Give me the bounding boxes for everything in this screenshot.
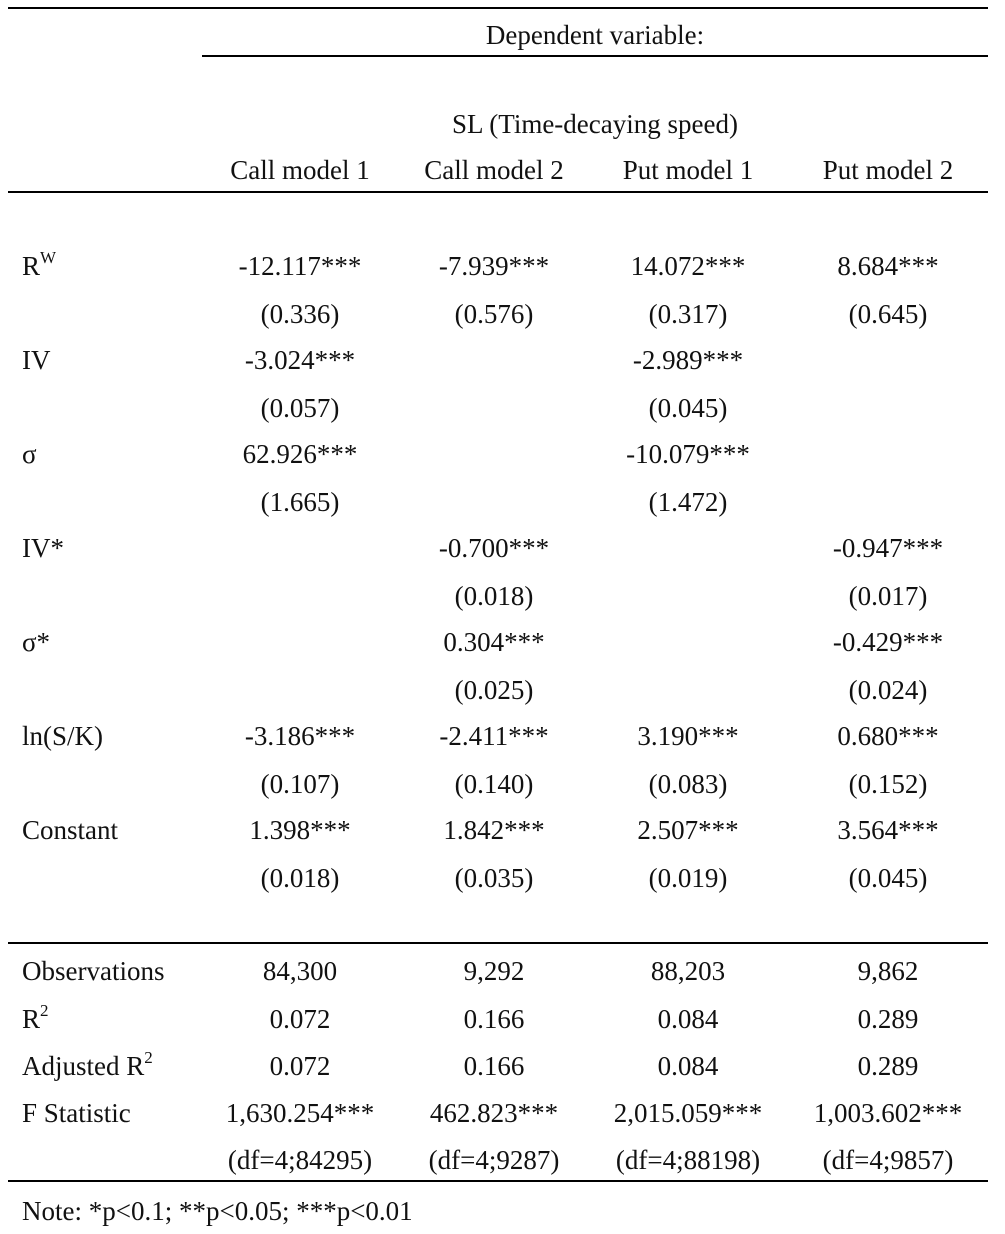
variable-label xyxy=(22,723,103,750)
std-error-cell: (0.045) xyxy=(648,393,728,423)
column-header: Put model 2 xyxy=(822,155,954,185)
coefficient-cell: -3.186*** xyxy=(244,721,356,751)
label-text: IV xyxy=(22,345,51,375)
coefficient-cell: 1.842*** xyxy=(443,815,545,845)
variable-label xyxy=(22,347,51,374)
std-error-cell: (0.140) xyxy=(454,769,534,799)
statistic-label xyxy=(22,1001,49,1034)
label-text: Adjusted R xyxy=(22,1051,145,1081)
std-error-cell: (0.107) xyxy=(260,769,340,799)
label-text: Constant xyxy=(22,815,119,845)
label-superscript: W xyxy=(40,248,57,267)
label-text: IV* xyxy=(22,533,64,563)
variable-label xyxy=(22,441,37,468)
statistic-cell: 88,203 xyxy=(650,956,726,986)
std-error-cell: (1.665) xyxy=(260,487,340,517)
coefficient-cell: 0.304*** xyxy=(443,627,545,657)
coefficient-cell: 1.398*** xyxy=(249,815,351,845)
column-header: Call model 2 xyxy=(424,155,564,185)
std-error-cell: (0.336) xyxy=(260,299,340,329)
dependent-variable-rule xyxy=(202,55,988,57)
column-header: Call model 1 xyxy=(230,155,370,185)
coefficient-cell: -10.079*** xyxy=(626,439,750,469)
coefficient-cell: -2.989*** xyxy=(632,345,744,375)
significance-note: Note: *p<0.1; **p<0.05; ***p<0.01 xyxy=(22,1196,413,1226)
std-error-cell: (0.024) xyxy=(848,675,928,705)
statistic-cell: 0.072 xyxy=(269,1004,331,1034)
std-error-cell: (0.576) xyxy=(454,299,534,329)
degrees-of-freedom-cell: (df=4;9287) xyxy=(428,1145,560,1175)
dependent-variable-name: SL (Time-decaying speed) xyxy=(452,109,738,139)
degrees-of-freedom-cell: (df=4;84295) xyxy=(227,1145,373,1175)
label-superscript: 2 xyxy=(40,1001,49,1020)
stats-rule xyxy=(8,942,988,944)
coefficient-cell: -0.700*** xyxy=(438,533,550,563)
label-text: R xyxy=(22,251,41,281)
std-error-cell: (0.019) xyxy=(648,863,728,893)
std-error-cell: (0.025) xyxy=(454,675,534,705)
label-text: σ xyxy=(22,439,37,469)
statistic-cell: 0.072 xyxy=(269,1051,331,1081)
statistic-label xyxy=(22,1048,153,1081)
coefficient-cell: 8.684*** xyxy=(837,251,939,281)
coefficient-cell: -12.117*** xyxy=(238,251,362,281)
header-rule xyxy=(8,191,988,193)
std-error-cell: (0.018) xyxy=(260,863,340,893)
label-text: ln(S/K) xyxy=(22,721,103,751)
degrees-of-freedom-cell: (df=4;9857) xyxy=(822,1145,954,1175)
statistic-cell: 462.823*** xyxy=(429,1098,559,1128)
coefficient-cell: 62.926*** xyxy=(242,439,358,469)
statistic-label xyxy=(22,958,164,985)
std-error-cell: (0.317) xyxy=(648,299,728,329)
variable-label xyxy=(22,817,118,844)
variable-label xyxy=(22,629,50,656)
std-error-cell: (0.152) xyxy=(848,769,928,799)
coefficient-cell: -3.024*** xyxy=(244,345,356,375)
std-error-cell: (0.035) xyxy=(454,863,534,893)
statistic-cell: 9,292 xyxy=(463,956,525,986)
statistic-cell: 0.289 xyxy=(857,1051,919,1081)
coefficient-cell: 3.190*** xyxy=(637,721,739,751)
coefficient-cell: -0.429*** xyxy=(832,627,944,657)
variable-label xyxy=(22,248,57,281)
coefficient-cell: -0.947*** xyxy=(832,533,944,563)
std-error-cell: (0.645) xyxy=(848,299,928,329)
statistic-cell: 9,862 xyxy=(857,956,919,986)
statistic-cell: 1,003.602*** xyxy=(813,1098,963,1128)
std-error-cell: (0.057) xyxy=(260,393,340,423)
label-superscript: 2 xyxy=(144,1048,153,1067)
coefficient-cell: 3.564*** xyxy=(837,815,939,845)
coefficient-cell: -2.411*** xyxy=(439,721,549,751)
statistic-cell: 0.289 xyxy=(857,1004,919,1034)
column-header: Put model 1 xyxy=(622,155,754,185)
statistic-cell: 0.084 xyxy=(657,1004,719,1034)
bottom-rule xyxy=(8,1180,988,1182)
coefficient-cell: -7.939*** xyxy=(438,251,550,281)
degrees-of-freedom-cell: (df=4;88198) xyxy=(615,1145,761,1175)
label-text: F Statistic xyxy=(22,1098,131,1128)
statistic-cell: 84,300 xyxy=(262,956,338,986)
label-text: Observations xyxy=(22,956,165,986)
std-error-cell: (0.083) xyxy=(648,769,728,799)
statistic-label xyxy=(22,1100,131,1127)
std-error-cell: (0.045) xyxy=(848,863,928,893)
statistic-cell: 0.166 xyxy=(463,1051,525,1081)
variable-label xyxy=(22,535,64,562)
statistic-cell: 0.166 xyxy=(463,1004,525,1034)
label-text: σ* xyxy=(22,627,51,657)
statistic-cell: 0.084 xyxy=(657,1051,719,1081)
dependent-variable-label: Dependent variable: xyxy=(485,20,705,50)
std-error-cell: (1.472) xyxy=(648,487,728,517)
statistic-cell: 1,630.254*** xyxy=(225,1098,375,1128)
coefficient-cell: 14.072*** xyxy=(630,251,746,281)
label-text: R xyxy=(22,1004,41,1034)
std-error-cell: (0.018) xyxy=(454,581,534,611)
statistic-cell: 2,015.059*** xyxy=(613,1098,763,1128)
std-error-cell: (0.017) xyxy=(848,581,928,611)
coefficient-cell: 0.680*** xyxy=(837,721,939,751)
top-rule xyxy=(8,7,988,9)
coefficient-cell: 2.507*** xyxy=(637,815,739,845)
